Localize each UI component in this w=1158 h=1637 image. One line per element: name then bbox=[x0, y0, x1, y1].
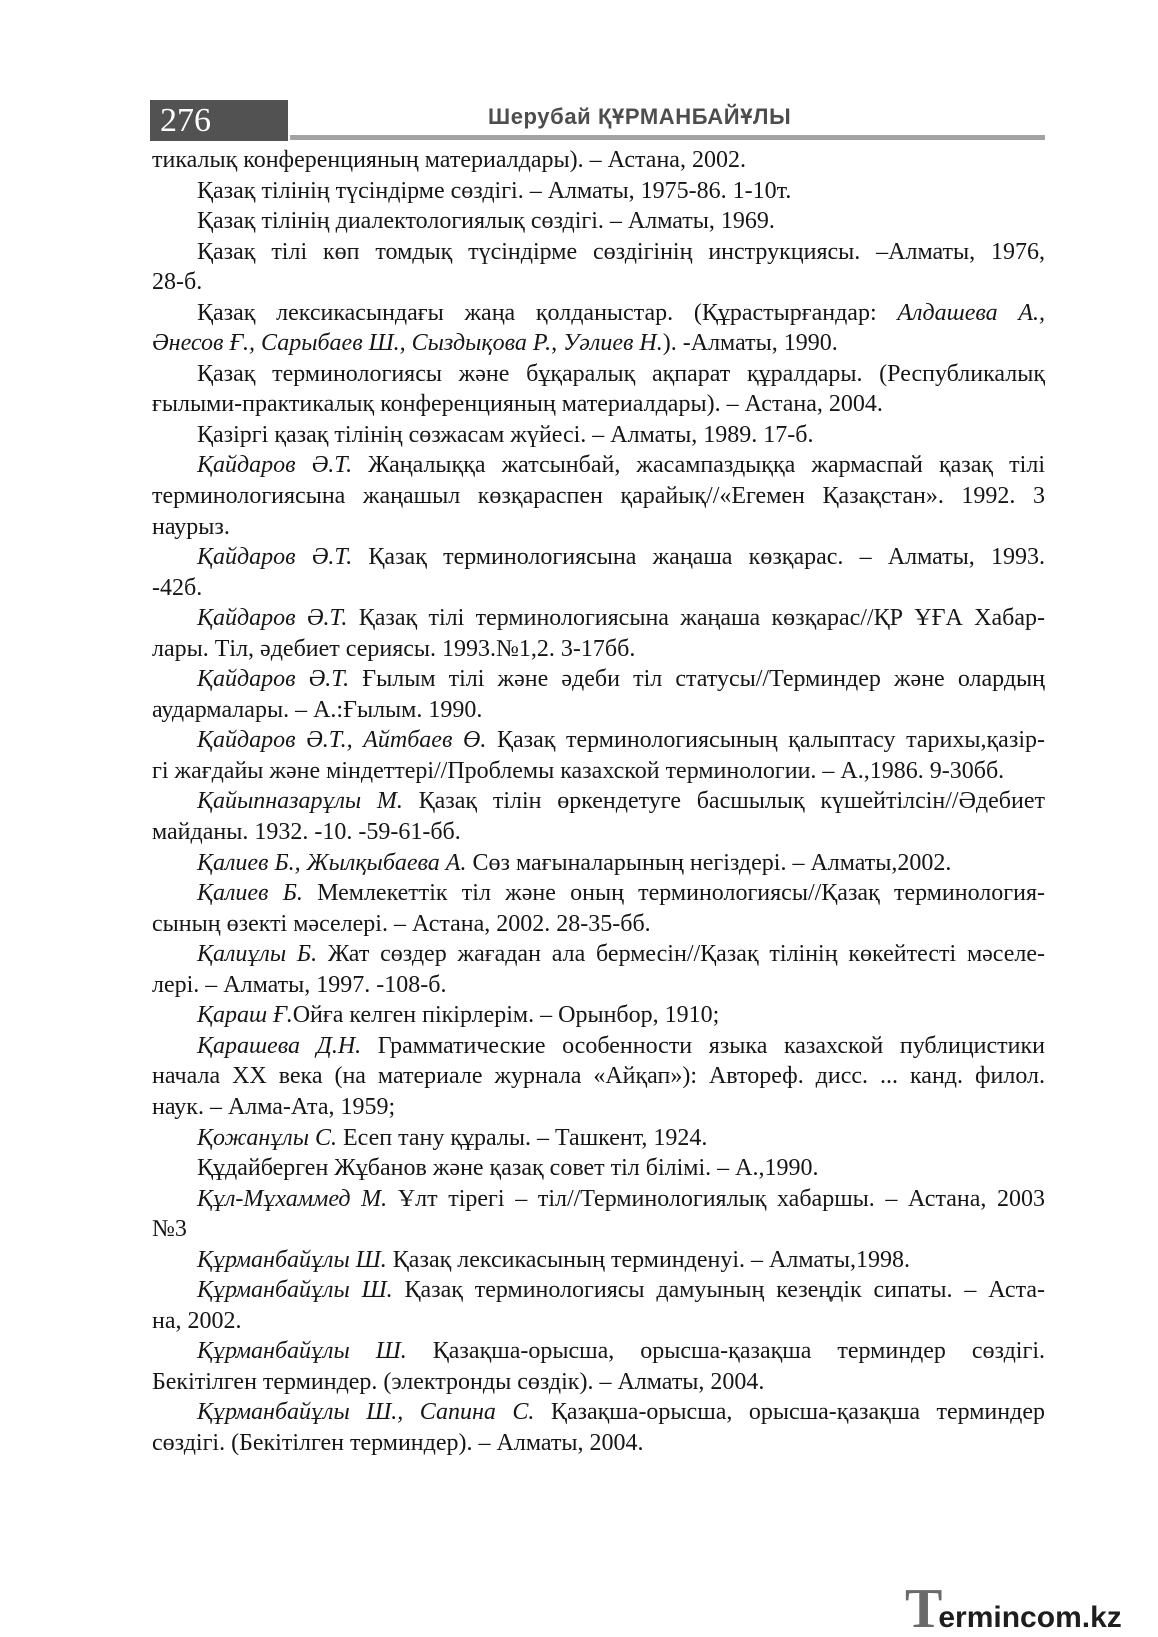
reference-line-text bbox=[197, 542, 1045, 573]
watermark-initial: T bbox=[905, 1578, 943, 1637]
reference-line bbox=[152, 695, 1045, 726]
reference-line bbox=[152, 298, 1045, 329]
reference-line bbox=[152, 756, 1045, 787]
reference-line-text bbox=[152, 481, 1045, 512]
reference-line bbox=[152, 664, 1045, 695]
reference-text: наурыз. bbox=[152, 513, 230, 540]
reference-entry bbox=[152, 176, 1045, 207]
reference-line bbox=[152, 1184, 1045, 1215]
reference-line bbox=[152, 176, 1045, 207]
reference-line-text bbox=[197, 1397, 1045, 1428]
reference-line-text bbox=[197, 237, 1045, 268]
reference-line-text bbox=[197, 664, 1045, 695]
author-name: Қайдаров Ә.Т., Айтбаев Ө. bbox=[197, 727, 487, 754]
reference-line bbox=[152, 848, 1045, 879]
reference-entry bbox=[152, 786, 1045, 847]
page-number-box bbox=[150, 100, 288, 141]
reference-entry bbox=[152, 1123, 1045, 1154]
reference-line bbox=[152, 1123, 1045, 1154]
reference-entry bbox=[152, 848, 1045, 879]
author-name: Әнесов Ғ., Сарыбаев Ш., Сыздықова Р., Уәлиев Н. bbox=[152, 330, 663, 357]
reference-line bbox=[152, 145, 1045, 176]
reference-entry bbox=[152, 1397, 1045, 1458]
reference-line-text bbox=[152, 634, 635, 665]
reference-text: Ұлт тірегі – тіл//Терминологиялық хабаршы. – Астана, 2003 bbox=[387, 1185, 1046, 1212]
reference-text: Қазақ лексикасындағы жаңа қолданыстар. (Құрастырғандар: bbox=[197, 299, 898, 326]
reference-line-text bbox=[152, 756, 1004, 787]
reference-line bbox=[152, 206, 1045, 237]
reference-text: начала XX века (на материале журнала «Айқап»): Автореф. дисс. ... канд. филол. bbox=[152, 1063, 1045, 1090]
watermark-text: ermincom.kz bbox=[938, 1601, 1122, 1634]
reference-text: Қазақ тілі көп томдық түсіндірме сөздігінің инструкциясы. –Алматы, 1976, bbox=[197, 238, 1045, 265]
author-name: Қайдаров Ә.Т. bbox=[197, 452, 353, 479]
reference-entry bbox=[152, 237, 1045, 298]
reference-entry bbox=[152, 1275, 1045, 1336]
author-name: Қалиұлы Б. bbox=[197, 941, 318, 968]
reference-text: Қазақ тілі терминологиясына жаңаша көзқарас//ҚР ҰҒА Хабар- bbox=[347, 605, 1045, 632]
reference-text: Қазақ терминологиясының қалыптасу тарихы,қазір- bbox=[486, 727, 1045, 754]
reference-line bbox=[152, 573, 1045, 604]
reference-line-text bbox=[197, 848, 951, 879]
reference-text: гі жағдайы және міндеттері//Проблемы казахской терминологии. – А.,1986. 9-30бб. bbox=[152, 757, 1005, 784]
reference-line bbox=[152, 1245, 1045, 1276]
running-head: Шерубай ҚҰРМАНБАЙҰЛЫ bbox=[488, 104, 792, 129]
reference-line bbox=[152, 1306, 1045, 1337]
reference-line bbox=[152, 542, 1045, 573]
reference-line bbox=[152, 1367, 1045, 1398]
author-name: Қарашева Д.Н. bbox=[197, 1032, 362, 1059]
reference-line bbox=[152, 1061, 1045, 1092]
reference-entry bbox=[152, 878, 1045, 939]
reference-line bbox=[152, 481, 1045, 512]
reference-line bbox=[152, 1214, 1045, 1245]
reference-line-text bbox=[197, 206, 775, 237]
reference-text: Қазақша-орысша, орысша-қазақша терминдер bbox=[534, 1399, 1045, 1426]
reference-text: тикалық конференцияның материалдары). – Астана, 2002. bbox=[152, 147, 746, 173]
reference-line-text bbox=[197, 1000, 719, 1031]
reference-line-text bbox=[152, 1367, 764, 1398]
reference-entry bbox=[152, 420, 1045, 451]
reference-text: Қазақ лексикасының терминденуі. – Алматы,1998. bbox=[386, 1246, 910, 1273]
reference-text: наук. – Алма-Ата, 1959; bbox=[152, 1093, 396, 1120]
reference-line bbox=[152, 359, 1045, 390]
reference-text: Құдайберген Жұбанов және қазақ совет тіл білімі. – А.,1990. bbox=[197, 1155, 819, 1182]
reference-text: Жат сөздер жағадан ала бермесін//Қазақ тілінің көкейтесті мәселе- bbox=[317, 941, 1045, 968]
author-name: Құрманбайұлы Ш. bbox=[197, 1246, 387, 1273]
reference-text: лары. Тіл, әдебиет сериясы. 1993.№1,2. 3-17бб. bbox=[152, 635, 636, 662]
reference-entry bbox=[152, 542, 1045, 603]
reference-text: Қазақ тілін өркендетуге басшылық күшейтілсін//Әдебиет bbox=[402, 788, 1045, 815]
reference-text: Қазақ терминологиясы және бұқаралық ақпарат құралдары. (Республикалық bbox=[197, 360, 1045, 387]
reference-text: Сөз мағыналарының негіздері. – Алматы,2002. bbox=[466, 849, 952, 876]
author-name: Қайдаров Ә.Т. bbox=[197, 605, 348, 632]
author-name: Қайдаров Ә.Т. bbox=[197, 666, 350, 693]
reference-entry bbox=[152, 206, 1045, 237]
reference-line-text bbox=[197, 939, 1045, 970]
reference-line bbox=[152, 1000, 1045, 1031]
reference-line-text bbox=[197, 1123, 707, 1154]
reference-entry-continued bbox=[152, 145, 1045, 176]
reference-line bbox=[152, 1397, 1045, 1428]
reference-line bbox=[152, 1336, 1045, 1367]
reference-line bbox=[152, 970, 1045, 1001]
author-name: Қайдаров Ә.Т. bbox=[197, 544, 353, 571]
reference-text: 28-б. bbox=[152, 269, 203, 296]
reference-line-text bbox=[152, 389, 883, 420]
reference-line bbox=[152, 450, 1045, 481]
reference-line-text bbox=[197, 1336, 1045, 1367]
reference-line-text bbox=[197, 1153, 819, 1184]
reference-line bbox=[152, 817, 1045, 848]
reference-line-text bbox=[152, 267, 202, 298]
author-name: Құрманбайұлы Ш., Сапина С. bbox=[197, 1399, 535, 1426]
reference-entry bbox=[152, 298, 1045, 359]
reference-text: сөздігі. (Бекітілген терминдер). – Алматы, 2004. bbox=[152, 1429, 644, 1456]
reference-line bbox=[152, 1428, 1045, 1459]
reference-text: ). -Алматы, 1990. bbox=[662, 330, 838, 357]
reference-line-text bbox=[152, 573, 202, 604]
reference-line-text bbox=[152, 1092, 395, 1123]
reference-line bbox=[152, 1092, 1045, 1123]
reference-line bbox=[152, 634, 1045, 665]
reference-line-text bbox=[197, 359, 1045, 390]
reference-text: Ғылым тілі және әдеби тіл статусы//Терминдер және олардың bbox=[349, 666, 1045, 693]
reference-text: терминологиясына жаңашыл көзқараспен қарайық//«Егемен Қазақстан». 1992. 3 bbox=[152, 483, 1045, 510]
author-name: Қараш Ғ. bbox=[197, 1002, 293, 1029]
reference-line bbox=[152, 420, 1045, 451]
reference-line-text bbox=[197, 450, 1045, 481]
reference-line bbox=[152, 267, 1045, 298]
references-list bbox=[152, 145, 1045, 1459]
reference-line-text bbox=[197, 786, 1045, 817]
reference-line bbox=[152, 878, 1045, 909]
reference-line-text bbox=[152, 512, 230, 543]
reference-text: Қазіргі қазақ тілінің сөзжасам жүйесі. – Алматы, 1989. 17-б. bbox=[197, 421, 814, 448]
reference-line bbox=[152, 389, 1045, 420]
reference-line-text bbox=[197, 176, 791, 207]
reference-entry bbox=[152, 1031, 1045, 1123]
reference-text: Қазақ тілінің түсіндірме сөздігі. – Алматы, 1975-86. 1-10т. bbox=[197, 177, 792, 204]
reference-text: Қазақ терминологиясы дамуының кезеңдік сипаты. – Аста- bbox=[392, 1277, 1045, 1304]
reference-line-text bbox=[152, 817, 461, 848]
reference-line-text bbox=[197, 1245, 910, 1276]
reference-line-text bbox=[152, 1428, 643, 1459]
reference-line-text bbox=[152, 695, 482, 726]
reference-line-text bbox=[152, 1306, 242, 1337]
author-name: Қожанұлы С. bbox=[197, 1124, 337, 1151]
reference-line-text bbox=[197, 1031, 1045, 1062]
reference-line-text bbox=[197, 1275, 1045, 1306]
reference-line-text bbox=[197, 298, 1045, 329]
author-name: Құрманбайұлы Ш. bbox=[197, 1277, 393, 1304]
reference-line bbox=[152, 786, 1045, 817]
reference-line-text bbox=[152, 1061, 1045, 1092]
reference-line bbox=[152, 603, 1045, 634]
header-rule bbox=[290, 135, 1045, 140]
reference-line bbox=[152, 237, 1045, 268]
reference-line bbox=[152, 1275, 1045, 1306]
author-name: Қалиев Б. bbox=[197, 880, 303, 907]
reference-text: Бекітілген терминдер. (электронды сөздік). – Алматы, 2004. bbox=[152, 1368, 765, 1395]
watermark-logo bbox=[905, 1578, 1122, 1637]
reference-text: ғылыми-практикалық конференцияның материалдары). – Астана, 2004. bbox=[152, 391, 883, 418]
reference-line-text bbox=[197, 725, 1045, 756]
author-name: Құл-Мұхаммед М. bbox=[197, 1185, 388, 1212]
reference-line bbox=[152, 328, 1045, 359]
reference-line-text bbox=[152, 145, 746, 176]
reference-entry bbox=[152, 1000, 1045, 1031]
reference-line-text bbox=[152, 328, 838, 359]
reference-text: Есеп тану құралы. – Ташкент, 1924. bbox=[336, 1124, 708, 1151]
author-name: Қалиев Б., Жылқыбаева А. bbox=[197, 849, 467, 876]
reference-line-text bbox=[197, 603, 1045, 634]
reference-line-text bbox=[152, 970, 446, 1001]
reference-text: Қазақ тілінің диалектологиялық сөздігі. – Алматы, 1969. bbox=[197, 208, 775, 235]
reference-text: Қазақ терминологиясына жаңаша көзқарас. – Алматы, 1993. bbox=[352, 544, 1045, 571]
reference-line bbox=[152, 1031, 1045, 1062]
author-name: Құрманбайұлы Ш. bbox=[197, 1338, 407, 1365]
reference-line bbox=[152, 909, 1045, 940]
reference-entry bbox=[152, 664, 1045, 725]
page-number: 276 bbox=[160, 102, 211, 139]
reference-text: Грамматические особенности языка казахской публицистики bbox=[361, 1032, 1046, 1059]
reference-line-text bbox=[197, 1184, 1045, 1215]
reference-text: майданы. 1932. -10. -59-61-бб. bbox=[152, 819, 461, 846]
reference-text: сының өзекті мәселері. – Астана, 2002. 28-35-бб. bbox=[152, 910, 651, 937]
reference-text: Ойға келген пікірлерім. – Орынбор, 1910; bbox=[292, 1002, 720, 1029]
reference-line-text bbox=[197, 878, 1045, 909]
reference-entry bbox=[152, 939, 1045, 1000]
reference-line bbox=[152, 512, 1045, 543]
reference-entry bbox=[152, 1336, 1045, 1397]
reference-text: Қазақша-орысша, орысша-қазақша терминдер сөздігі. bbox=[406, 1338, 1045, 1365]
reference-text: аудармалары. – А.:Ғылым. 1990. bbox=[152, 696, 483, 723]
reference-line bbox=[152, 1153, 1045, 1184]
reference-line-text bbox=[152, 1214, 187, 1245]
author-name: Қайыпназарұлы М. bbox=[197, 788, 403, 815]
reference-text: №3 bbox=[152, 1216, 187, 1243]
reference-text: Мемлекеттік тіл және оның терминологиясы//Қазақ терминология- bbox=[302, 880, 1045, 907]
reference-line bbox=[152, 725, 1045, 756]
reference-entry bbox=[152, 725, 1045, 786]
reference-text: -42б. bbox=[152, 574, 203, 601]
reference-text: на, 2002. bbox=[152, 1307, 242, 1334]
reference-text: Жаңалыққа жатсынбай, жасампаздыққа жармаспай қазақ тілі bbox=[352, 452, 1045, 479]
author-name: Алдашева А., bbox=[897, 299, 1045, 326]
reference-line-text bbox=[197, 420, 813, 451]
reference-entry bbox=[152, 603, 1045, 664]
reference-entry bbox=[152, 1184, 1045, 1245]
reference-entry bbox=[152, 1245, 1045, 1276]
reference-text: лері. – Алматы, 1997. -108-б. bbox=[152, 971, 447, 998]
reference-entry bbox=[152, 359, 1045, 420]
reference-entry bbox=[152, 450, 1045, 542]
reference-entry bbox=[152, 1153, 1045, 1184]
reference-line-text bbox=[152, 909, 651, 940]
reference-line bbox=[152, 939, 1045, 970]
